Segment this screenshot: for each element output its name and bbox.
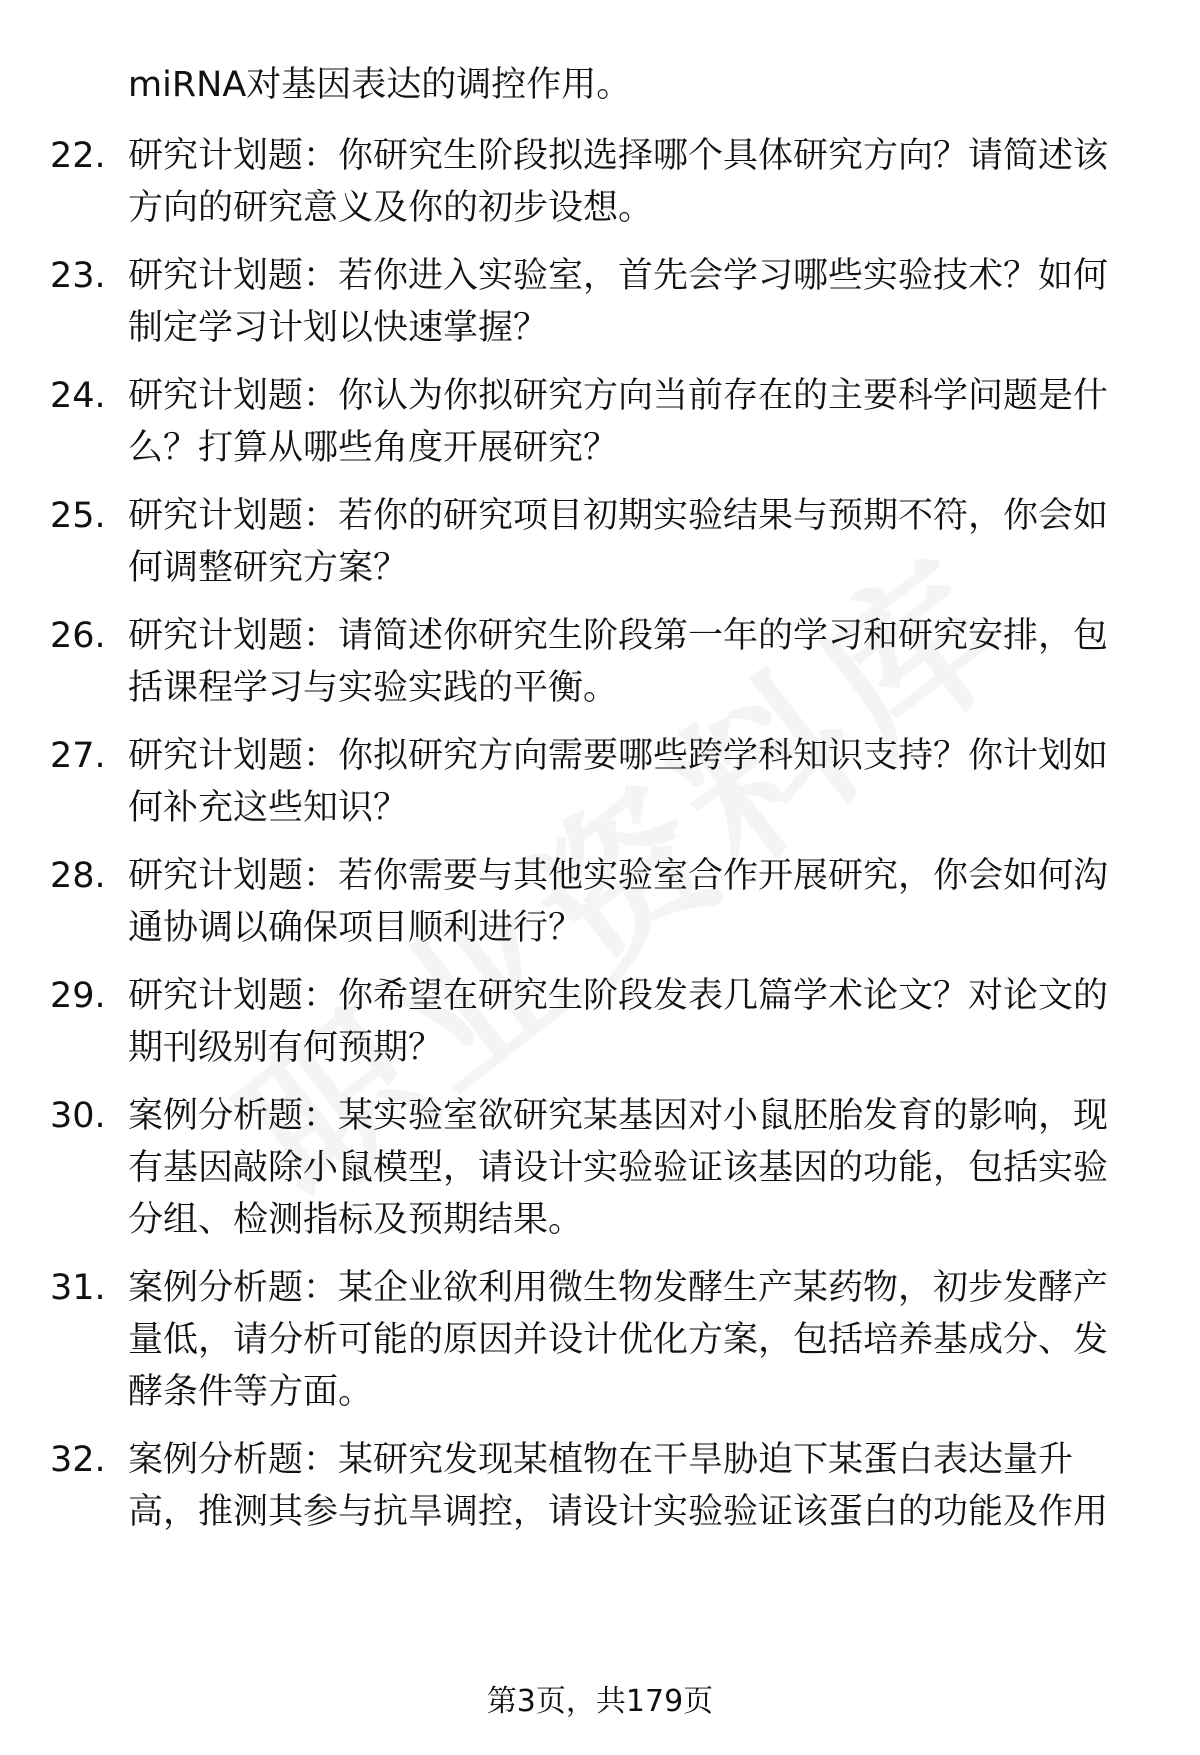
question-number: 32. <box>50 1440 106 1480</box>
question-text <box>128 730 1138 834</box>
question-line: 何补充这些知识？ <box>128 788 409 828</box>
question-line: 研究计划题：你研究生阶段拟选择哪个具体研究方向？请简述该 <box>128 136 1109 176</box>
question-text <box>128 130 1138 234</box>
question-line: 研究计划题：若你的研究项目初期实验结果与预期不符，你会如 <box>128 496 1109 536</box>
question-line: 期刊级别有何预期？ <box>128 1028 444 1068</box>
question-line: 案例分析题：某实验室欲研究某基因对小鼠胚胎发育的影响，现 <box>128 1096 1109 1136</box>
question-text <box>128 1090 1138 1246</box>
question-number: 23. <box>50 256 106 296</box>
question-number: 26. <box>50 616 106 656</box>
question-line: 通协调以确保项目顺利进行？ <box>128 908 584 948</box>
continuation-line: miRNA对基因表达的调控作用。 <box>128 65 632 105</box>
question-line: 分组、检测指标及预期结果。 <box>128 1200 584 1240</box>
question-line: 研究计划题：你希望在研究生阶段发表几篇学术论文？对论文的 <box>128 976 1109 1016</box>
question-line: 括课程学习与实验实践的平衡。 <box>128 668 619 708</box>
question-line: 研究计划题：你拟研究方向需要哪些跨学科知识支持？你计划如 <box>128 736 1109 776</box>
question-number: 27. <box>50 736 106 776</box>
question-line: 高，推测其参与抗旱调控，请设计实验验证该蛋白的功能及作用 <box>128 1492 1109 1532</box>
question-line: 量低，请分析可能的原因并设计优化方案，包括培养基成分、发 <box>128 1320 1109 1360</box>
question-text <box>128 1262 1138 1418</box>
question-number: 28. <box>50 856 106 896</box>
question-line: 研究计划题：若你需要与其他实验室合作开展研究，你会如何沟 <box>128 856 1109 896</box>
question-number: 29. <box>50 976 106 1016</box>
question-line: 制定学习计划以快速掌握？ <box>128 308 549 348</box>
question-line: 方向的研究意义及你的初步设想。 <box>128 188 654 228</box>
question-text <box>128 1434 1138 1538</box>
page-footer: 第3页，共179页 <box>486 1684 714 1719</box>
question-text <box>128 490 1138 594</box>
question-line: 么？打算从哪些角度开展研究？ <box>128 428 619 468</box>
question-text <box>128 850 1138 954</box>
question-line: 案例分析题：某研究发现某植物在干旱胁迫下某蛋白表达量升 <box>128 1440 1074 1480</box>
question-text <box>128 250 1138 354</box>
question-text <box>128 610 1138 714</box>
question-number: 25. <box>50 496 106 536</box>
question-line: 案例分析题：某企业欲利用微生物发酵生产某药物，初步发酵产 <box>128 1268 1109 1308</box>
question-line: 何调整研究方案？ <box>128 548 409 588</box>
question-number: 24. <box>50 376 106 416</box>
question-text <box>128 970 1138 1074</box>
question-line: 研究计划题：请简述你研究生阶段第一年的学习和研究安排，包 <box>128 616 1109 656</box>
question-number: 30. <box>50 1096 106 1136</box>
question-line: 研究计划题：若你进入实验室，首先会学习哪些实验技术？如何 <box>128 256 1109 296</box>
question-number: 22. <box>50 136 106 176</box>
question-line: 酵条件等方面。 <box>128 1372 374 1412</box>
question-text <box>128 370 1138 474</box>
question-number: 31. <box>50 1268 106 1308</box>
question-line: 研究计划题：你认为你拟研究方向当前存在的主要科学问题是什 <box>128 376 1109 416</box>
question-line: 有基因敲除小鼠模型，请设计实验验证该基因的功能，包括实验 <box>128 1148 1109 1188</box>
